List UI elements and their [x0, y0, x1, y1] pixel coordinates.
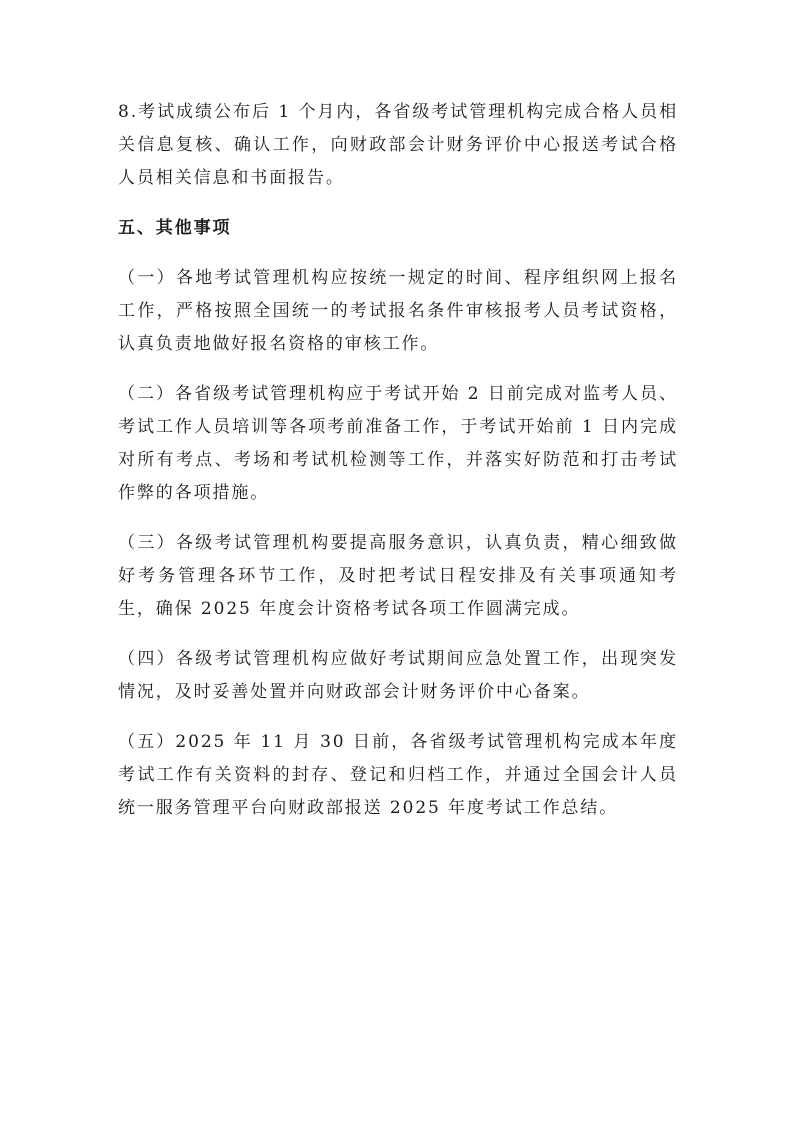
paragraph-4: （四）各级考试管理机构应做好考试期间应急处置工作，出现突发情况，及时妥善处置并向财政部会计财务评价中心备案。 — [118, 649, 678, 702]
document-page — [118, 96, 678, 842]
paragraph-2: （二）各省级考试管理机构应于考试开始 2 日前完成对监考人员、考试工作人员培训等各项考前准备工作，于考试开始前 1 日内完成对所有考点、考场和考试机检测等工作，并落实好防范和打击考试作弊的各项措施。 — [118, 384, 678, 503]
paragraph-3: （三）各级考试管理机构要提高服务意识，认真负责，精心细致做好考务管理各环节工作，及时把考试日程安排及有关事项通知考生，确保 2025 年度会计资格考试各项工作圆满完成。 — [118, 533, 678, 619]
paragraph-1: （一）各地考试管理机构应按统一规定的时间、程序组织网上报名工作，严格按照全国统一的考试报名条件审核报考人员考试资格，认真负责地做好报名资格的审核工作。 — [118, 268, 678, 354]
section-heading: 五、其他事项 — [118, 218, 232, 238]
paragraph-5: （五）2025 年 11 月 30 日前，各省级考试管理机构完成本年度考试工作有关资料的封存、登记和归档工作，并通过全国会计人员统一服务管理平台向财政部报送 2025 年度考试工作总结。 — [118, 732, 678, 818]
item-8-paragraph: 8.考试成绩公布后 1 个月内，各省级考试管理机构完成合格人员相关信息复核、确认工作，向财政部会计财务评价中心报送考试合格人员相关信息和书面报告。 — [118, 102, 678, 188]
